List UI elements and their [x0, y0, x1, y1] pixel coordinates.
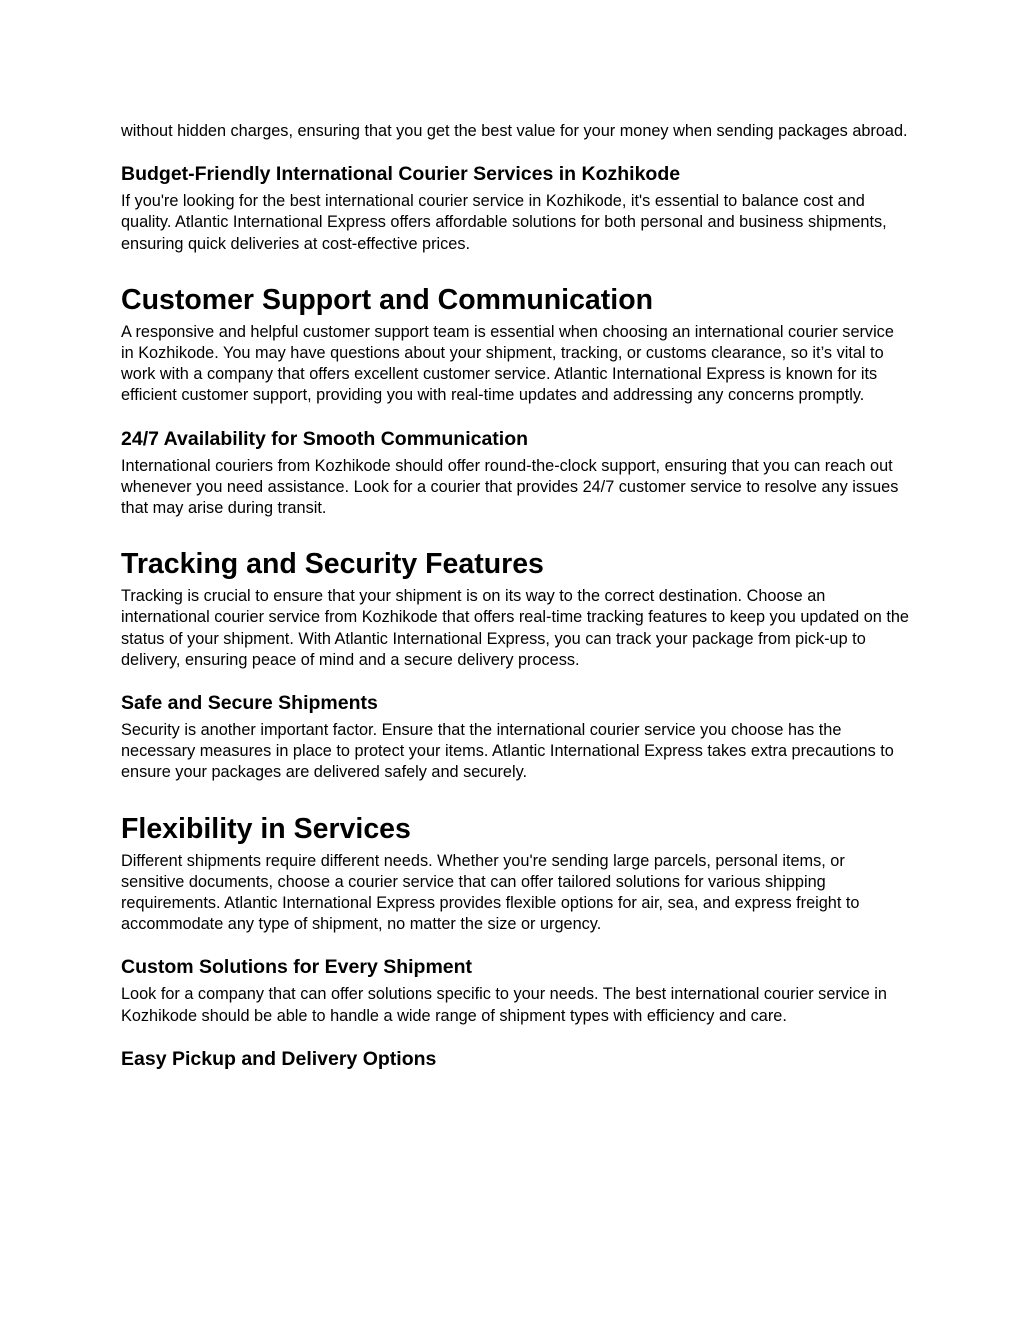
paragraph-customer-support: A responsive and helpful customer support team is essential when choosing an international courier service in Kozhikode. You may have questions about your shipment, tracking, or customs clearance, so it’s vital to work with a company that offers excellent customer service. Atlantic International Express is known for its efficient customer support, providing you with real-time updates and addressing any concerns promptly. [121, 322, 894, 405]
heading-safe-secure: Safe and Secure Shipments [121, 692, 378, 715]
heading-budget-friendly: Budget-Friendly International Courier Services in Kozhikode [121, 163, 681, 186]
paragraph-flexibility: Different shipments require different needs. Whether you're sending large parcels, personal items, or sensitive documents, choose a courier service that can offer tailored solutions for various shipping requirements. Atlantic International Express provides flexible options for air, sea, and express freight to accommodate any type of shipment, no matter the size or urgency. [121, 851, 860, 934]
heading-tracking-security: Tracking and Security Features [121, 548, 544, 581]
paragraph-safe-secure: Security is another important factor. Ensure that the international courier service you choose has the necessary measures in place to protect your items. Atlantic International Express takes extra precautions to ensure your packages are delivered safely and securely. [121, 721, 894, 782]
paragraph-custom-solutions: Look for a company that can offer solutions specific to your needs. The best international courier service in Kozhikode should be able to handle a wide range of shipment types with efficiency and care. [121, 985, 887, 1025]
paragraph-availability: International couriers from Kozhikode should offer round-the-clock support, ensuring that you can reach out whenever you need assistance. Look for a courier that provides 24/7 customer service to resolve any issues that may arise during transit. [121, 456, 899, 518]
heading-customer-support: Customer Support and Communication [121, 283, 654, 316]
document-page [121, 121, 911, 1071]
heading-pickup-delivery: Easy Pickup and Delivery Options [121, 1047, 437, 1070]
paragraph-budget-friendly: If you're looking for the best international courier service in Kozhikode, it's essential to balance cost and quality. Atlantic International Express offers affordable solutions for both personal and business shipments, ensuring quick deliveries at cost-effective prices. [121, 192, 887, 253]
heading-availability: 24/7 Availability for Smooth Communication [121, 427, 529, 450]
paragraph-tracking-security: Tracking is crucial to ensure that your shipment is on its way to the correct destination. Choose an international courier service from Kozhikode that offers real-time tracking features to keep you updated on the status of your shipment. With Atlantic International Express, you can track your package from pick-up to delivery, ensuring peace of mind and a secure delivery process. [121, 587, 909, 669]
heading-flexibility: Flexibility in Services [121, 812, 411, 845]
heading-custom-solutions: Custom Solutions for Every Shipment [121, 956, 473, 979]
intro-paragraph: without hidden charges, ensuring that you get the best value for your money when sending packages abroad. [121, 122, 908, 140]
